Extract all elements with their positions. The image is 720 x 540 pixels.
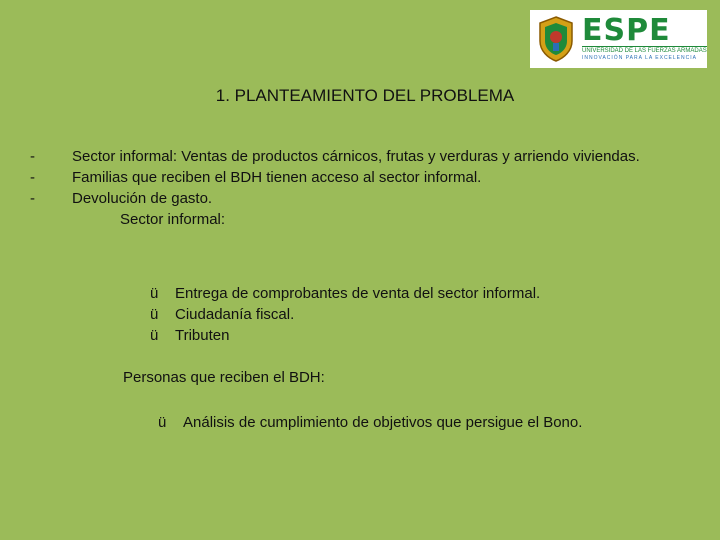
check-item: [150, 283, 540, 304]
logo-wordmark: ESPE: [582, 13, 671, 48]
check-icon: ü: [150, 285, 159, 302]
check-list-sector-informal: [150, 283, 540, 346]
logo-tagline: INNOVACIÓN PARA LA EXCELENCIA: [582, 55, 697, 61]
slide-title: 1. PLANTEAMIENTO DEL PROBLEMA: [215, 86, 515, 105]
dash-item-text: Sector informal: Ventas de productos cárnicos, frutas y verduras y arriendo viviendas.: [72, 148, 640, 165]
dash-list: [30, 146, 685, 230]
check-item-text: Entrega de comprobantes de venta del sector informal.: [175, 285, 541, 302]
subheading-bdh: Personas que reciben el BDH:: [123, 369, 325, 386]
dash-item-text: Devolución de gasto.: [72, 190, 213, 207]
check-item-text: Análisis de cumplimiento de objetivos que persigue el Bono.: [183, 414, 583, 431]
espe-logo: [530, 10, 707, 68]
logo-university-name: UNIVERSIDAD DE LAS FUERZAS ARMADAS: [582, 48, 707, 54]
check-icon: ü: [150, 306, 159, 323]
dash-marker: -: [30, 190, 35, 207]
subheading-sector-informal: Sector informal:: [120, 211, 226, 228]
dash-item: [30, 167, 685, 188]
check-list-bdh: [158, 412, 582, 433]
dash-item: [30, 188, 685, 209]
dash-marker: -: [30, 169, 35, 186]
check-icon: ü: [158, 414, 167, 431]
dash-item: [30, 146, 685, 167]
check-icon: ü: [150, 327, 159, 344]
check-item: [158, 412, 582, 433]
crest-icon: [536, 15, 576, 63]
dash-marker: -: [30, 148, 35, 165]
check-item-text: Ciudadanía fiscal.: [175, 306, 295, 323]
dash-item-text: Familias que reciben el BDH tienen acceso al sector informal.: [72, 169, 482, 186]
check-item: [150, 304, 540, 325]
check-item: [150, 325, 540, 346]
check-item-text: Tributen: [175, 327, 230, 344]
